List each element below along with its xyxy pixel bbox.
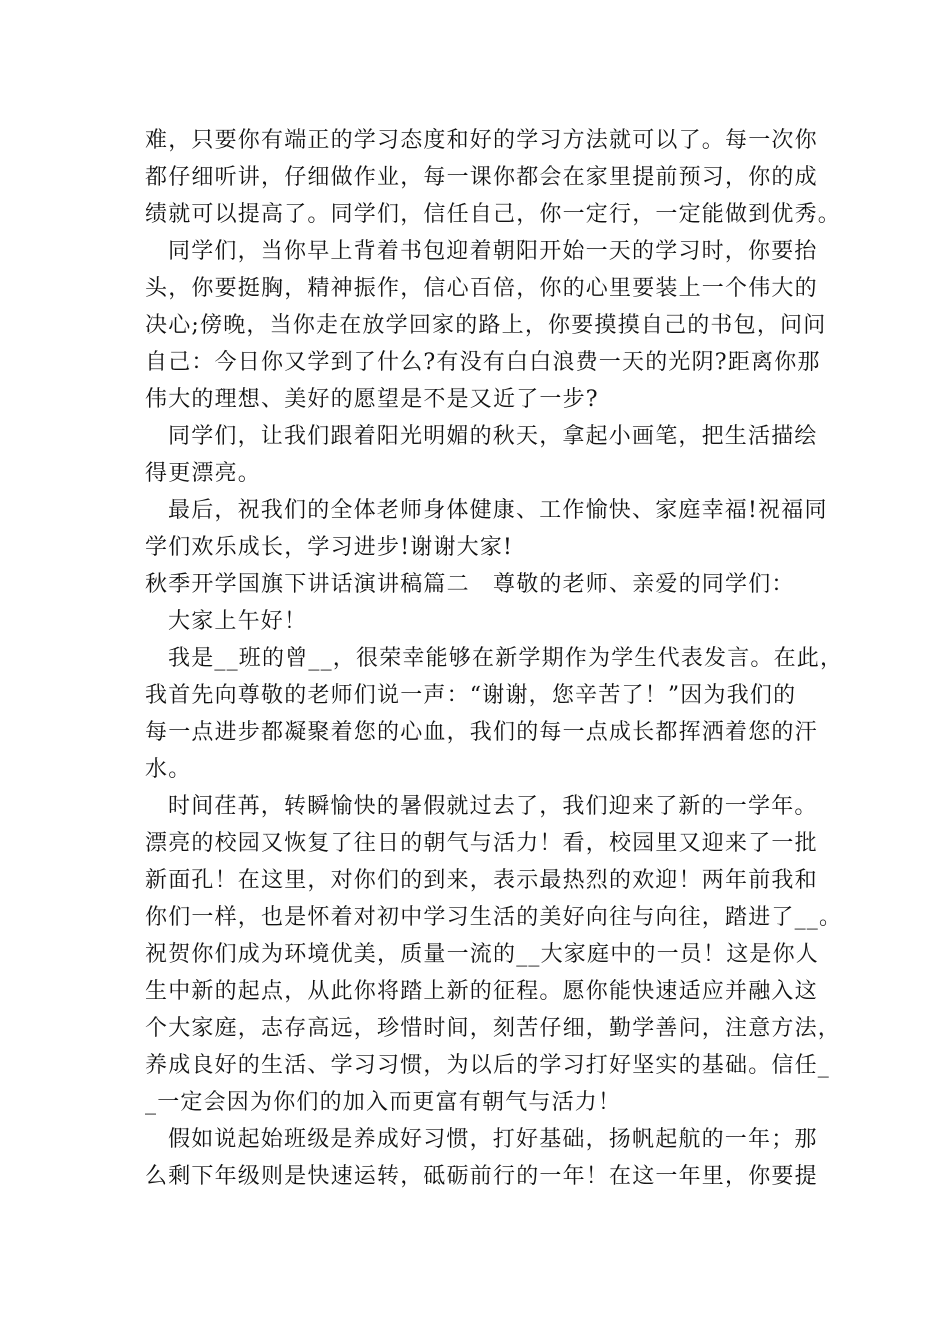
paragraph-start-line: 同学们，当你早上背着书包迎着朝阳开始一天的学习时，你要抬 [168, 239, 818, 264]
text-line: 自己：今日你又学到了什么?有没有白白浪费一天的光阴?距离你那 [145, 350, 821, 375]
text-line: _一定会因为你们的加入而更富有朝气与活力！ [145, 1090, 622, 1115]
text-line: 我首先向尊敬的老师们说一声：“谢谢，您辛苦了！”因为我们的 [145, 683, 797, 708]
paragraph-start-line: 时间荏苒，转瞬愉快的暑假就过去了，我们迎来了新的一学年。 [168, 794, 818, 819]
text-line: 都仔细听讲，仔细做作业，每一课你都会在家里提前预习，你的成 [145, 165, 818, 190]
text-line: 决心;傍晚，当你走在放学回家的路上，你要摸摸自己的书包，问问 [145, 313, 827, 338]
text-line: 水。 [145, 757, 192, 782]
paragraph-start-line: 同学们，让我们跟着阳光明媚的秋天，拿起小画笔，把生活描绘 [168, 424, 818, 449]
greeting-line: 大家上午好！ [168, 609, 308, 634]
paragraph-start-line: 我是__班的曾__，很荣幸能够在新学期作为学生代表发言。在此， [168, 646, 844, 671]
text-line: 得更漂亮。 [145, 461, 262, 486]
text-line: 绩就可以提高了。同学们，信任自己，你一定行，一定能做到优秀。 [145, 202, 842, 227]
text-line: 难，只要你有端正的学习态度和好的学习方法就可以了。每一次你 [145, 128, 818, 153]
text-line: 新面孔！在这里，对你们的到来，表示最热烈的欢迎！两年前我和 [145, 868, 818, 893]
text-line: 你们一样，也是怀着对初中学习生活的美好向往与向往，踏进了__。 [145, 905, 843, 930]
text-line: 养成良好的生活、学习习惯，为以后的学习打好坚实的基础。信任_ [145, 1053, 831, 1078]
text-line: 么剩下年级则是快速运转，砥砺前行的一年！在这一年里，你要提 [145, 1164, 818, 1189]
text-line: 生中新的起点，从此你将踏上新的征程。愿你能快速适应并融入这 [145, 979, 818, 1004]
paragraph-start-line: 假如说起始班级是养成好习惯，打好基础，扬帆起航的一年；那 [168, 1127, 818, 1152]
section-heading-line: 秋季开学国旗下讲话演讲稿篇二 尊敬的老师、亲爱的同学们： [145, 572, 795, 597]
paragraph-start-line: 最后，祝我们的全体老师身体健康、工作愉快、家庭幸福!祝福同 [168, 498, 828, 523]
text-line: 祝贺你们成为环境优美，质量一流的__大家庭中的一员！这是你人 [145, 942, 820, 967]
text-line: 伟大的理想、美好的愿望是不是又近了一步? [145, 387, 599, 412]
text-line: 个大家庭，志存高远，珍惜时间，刻苦仔细，勤学善问，注意方法， [145, 1016, 842, 1041]
text-line: 头，你要挺胸，精神振作，信心百倍，你的心里要装上一个伟大的 [145, 276, 818, 301]
text-line: 每一点进步都凝聚着您的心血，我们的每一点成长都挥洒着您的汗 [145, 720, 818, 745]
text-line: 漂亮的校园又恢复了往日的朝气与活力！看，校园里又迎来了一批 [145, 831, 818, 856]
text-line: 学们欢乐成长，学习进步!谢谢大家! [145, 535, 514, 560]
